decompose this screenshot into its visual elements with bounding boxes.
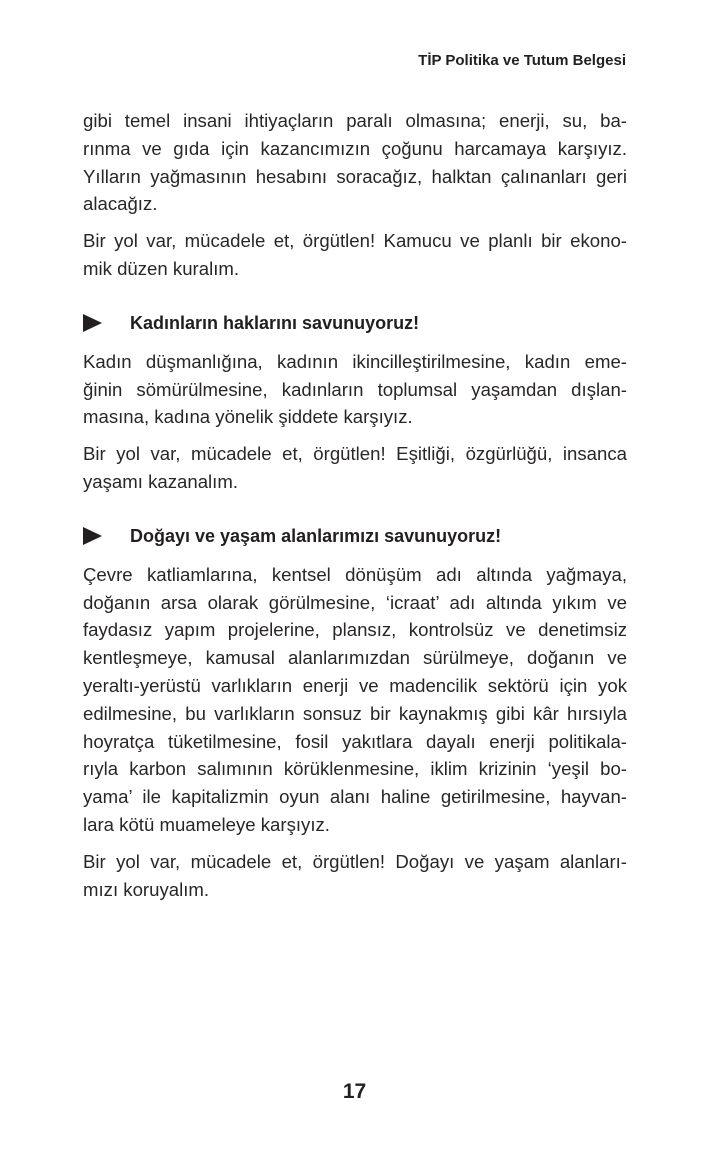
- paragraph: [83, 440, 627, 496]
- paragraph: [83, 107, 627, 218]
- text-line: yeraltı-yerüstü varlıkların enerji ve madencilik sektörü için yok: [83, 674, 627, 696]
- text-line: edilmesine, bu varlıkların sonsuz bir kaynakmış gibi kâr hırsıyla: [83, 702, 627, 724]
- running-header: TİP Politika ve Tutum Belgesi: [418, 52, 626, 69]
- text-line: yama’ ile kapitalizmin oyun alanı haline getirilmesine, hayvan-: [83, 786, 627, 808]
- text-line: mızı koruyalım.: [83, 878, 210, 900]
- text-line: hoyratça tüketilmesine, fosil yakıtlara dayalı enerji politikala-: [83, 730, 627, 752]
- text-line: Bir yol var, mücadele et, örgütlen! Kamucu ve planlı bir ekono-: [83, 230, 627, 252]
- text-line: masına, kadına yönelik şiddete karşıyız.: [83, 406, 413, 428]
- text-line: kentleşmeye, kamusal alanlarımızdan sürülmeye, doğanın ve: [83, 647, 627, 669]
- paragraph: [83, 561, 627, 839]
- paragraph: [83, 348, 627, 431]
- section-nature-living-spaces: [83, 523, 627, 904]
- section-heading-text: Kadınların haklarını savunuyoruz!: [130, 312, 420, 333]
- text-line: Kadın düşmanlığına, kadının ikincilleştirilmesine, kadın eme-: [83, 350, 627, 372]
- triangle-right-bullet-icon: [83, 314, 102, 332]
- section-heading: [83, 310, 627, 336]
- text-line: rınma ve gıda için kazancımızın çoğunu harcamaya karşıyız.: [83, 137, 627, 159]
- text-line: alacağız.: [83, 193, 158, 215]
- text-line: ğinin sömürülmesine, kadınların toplumsal yaşamdan dışlan-: [83, 378, 627, 400]
- text-line: yaşamı kazanalım.: [83, 470, 239, 492]
- section-womens-rights: [83, 310, 627, 496]
- text-line: mik düzen kuralım.: [83, 257, 240, 279]
- triangle-right-bullet-icon: [83, 527, 102, 545]
- text-line: gibi temel insani ihtiyaçların paralı olmasına; enerji, su, ba-: [83, 110, 627, 131]
- text-line: Çevre katliamlarına, kentsel dönüşüm adı altında yağmaya,: [83, 563, 627, 585]
- text-line: rıyla karbon salımının körüklenmesine, iklim krizinin ‘yeşil bo-: [83, 758, 627, 780]
- text-line: lara kötü muameleye karşıyız.: [83, 813, 330, 835]
- section-heading-text: Doğayı ve yaşam alanlarımızı savunuyoruz!: [130, 525, 502, 546]
- page-number: 17: [342, 1080, 367, 1103]
- text-line: faydasız yapım projelerine, plansız, kontrolsüz ve denetimsiz: [83, 619, 627, 641]
- text-line: Bir yol var, mücadele et, örgütlen! Doğayı ve yaşam alanları-: [83, 850, 627, 872]
- text-line: Bir yol var, mücadele et, örgütlen! Eşitliği, özgürlüğü, insanca: [83, 443, 627, 465]
- paragraph: [83, 227, 627, 283]
- text-line: Yılların yağmasının hesabını soracağız, halktan çalınanları geri: [83, 165, 627, 187]
- page-body: [83, 107, 627, 912]
- text-line: doğanın arsa olarak görülmesine, ‘icraat’ adı altında yıkım ve: [83, 591, 627, 613]
- section-heading: [83, 523, 627, 549]
- paragraph: [83, 848, 627, 904]
- section-intro: [83, 107, 627, 283]
